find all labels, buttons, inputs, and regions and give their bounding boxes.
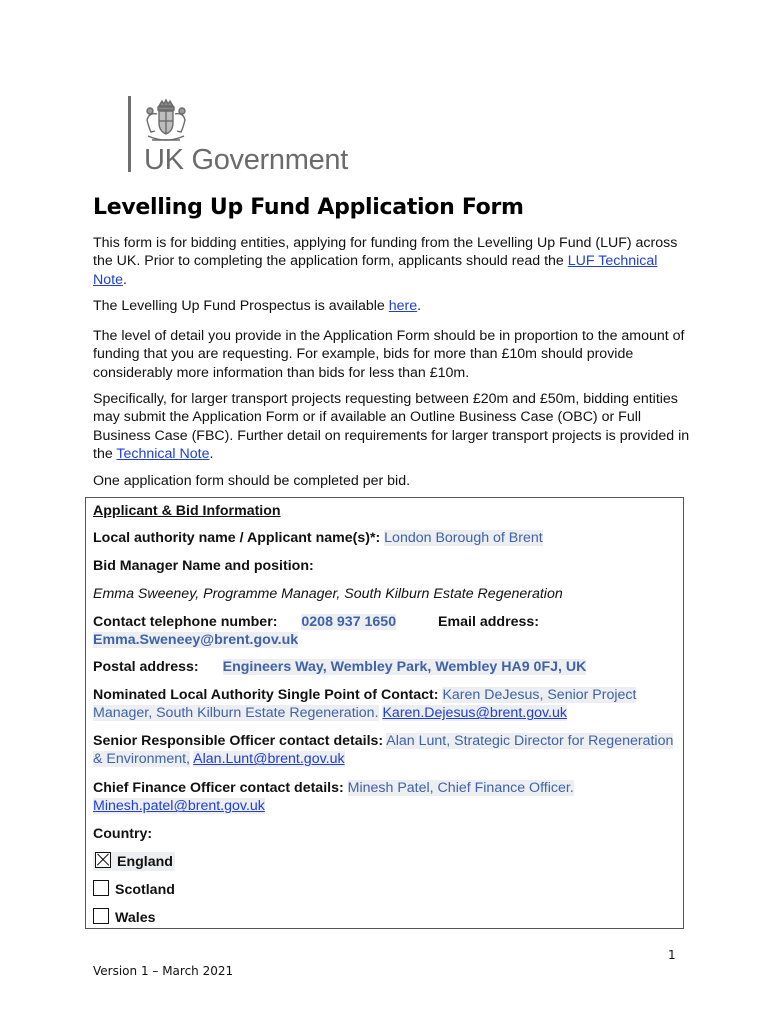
intro-text-1: This form is for bidding entities, applying for funding from the Levelling Up Fund (LUF) across the UK. Prior to completing the application form, applicants should read the — [93, 235, 678, 270]
scotland-label: Scotland — [115, 882, 175, 898]
email-row — [93, 631, 678, 649]
sro-row — [93, 732, 678, 769]
postal-field[interactable]: Engineers Way, Wembley Park, Wembley HA9 0FJ, UK — [222, 659, 587, 675]
cfo-field[interactable]: Minesh Patel, Chief Finance Officer. — [347, 780, 574, 796]
local-authority-row — [93, 529, 678, 547]
logo-divider — [128, 96, 131, 172]
local-authority-field[interactable]: London Borough of Brent — [384, 530, 543, 546]
scotland-checkbox[interactable] — [93, 880, 109, 896]
country-option-england[interactable] — [93, 852, 678, 871]
postal-row — [93, 658, 678, 676]
intro-paragraph-4 — [93, 390, 693, 464]
intro-paragraph-1 — [93, 234, 693, 289]
cfo-email-link[interactable]: Minesh.patel@brent.gov.uk — [93, 798, 265, 815]
intro-text-4-end: . — [209, 446, 214, 463]
telephone-field[interactable]: 0208 937 1650 — [301, 614, 397, 630]
intro-paragraph-3: The level of detail you provide in the Application Form should be in proportion to the amount of funding that you are requesting. For example, bids for more than £10m should provide considerably more information than bids for less than £10m. — [93, 328, 685, 381]
bid-manager-label: Bid Manager Name and position: — [93, 558, 314, 574]
royal-coat-of-arms-icon — [142, 98, 190, 144]
section-title: Applicant & Bid Information — [93, 503, 281, 519]
intro-text-1-end: . — [122, 271, 127, 288]
sro-label: Senior Responsible Officer contact details: — [93, 733, 384, 749]
contact-row — [93, 613, 678, 631]
spoc-field[interactable]: Karen DeJesus, Senior Project Manager, South Kilburn Estate Regeneration. — [93, 687, 637, 722]
sro-field[interactable]: Alan Lunt, Strategic Director for Regeneration & Environment, — [93, 733, 674, 768]
email-field[interactable]: Emma.Sweneey@brent.gov.uk — [93, 632, 299, 648]
sro-email-link[interactable]: Alan.Lunt@brent.gov.uk — [193, 751, 345, 768]
logo-wordmark: UK Government — [144, 144, 349, 176]
wales-label: Wales — [115, 910, 156, 926]
wales-checkbox[interactable] — [93, 908, 109, 924]
prospectus-here-link[interactable]: here — [388, 298, 418, 314]
spoc-row — [93, 686, 678, 723]
intro-text-2: The Levelling Up Fund Prospectus is available — [93, 298, 389, 314]
page-title: Levelling Up Fund Application Form — [93, 195, 524, 220]
intro-paragraph-2 — [93, 297, 693, 315]
uk-government-logo — [128, 96, 388, 176]
intro-text-2-end: . — [417, 298, 422, 314]
intro-paragraph-5: One application form should be completed per bid. — [93, 473, 411, 489]
intro-text-4: Specifically, for larger transport projects requesting between £20m and £50m, bidding entities may submit the Application Form or if available an Outline Business Case (OBC) or Full Business Case (FBC). Further detail on requirements for larger transport projects is provided in the — [93, 391, 690, 463]
england-checkbox[interactable] — [95, 852, 111, 868]
footer-version: Version 1 – March 2021 — [93, 964, 234, 978]
cfo-label: Chief Finance Officer contact details: — [93, 780, 344, 796]
country-label: Country: — [93, 826, 153, 842]
cfo-row — [93, 779, 678, 816]
luf-technical-note-link[interactable]: LUF Technical Note — [93, 253, 658, 288]
country-option-wales[interactable] — [93, 908, 678, 927]
spoc-email-link[interactable]: Karen.Dejesus@brent.gov.uk — [382, 705, 567, 722]
page-number: 1 — [668, 948, 676, 962]
postal-label: Postal address: — [93, 659, 199, 675]
local-authority-label: Local authority name / Applicant name(s)*: — [93, 530, 381, 546]
spoc-label: Nominated Local Authority Single Point of Contact: — [93, 687, 439, 703]
bid-manager-field[interactable]: Emma Sweeney, Programme Manager, South Kilburn Estate Regeneration — [93, 586, 563, 602]
england-label: England — [117, 854, 173, 870]
technical-note-link[interactable]: Technical Note — [116, 446, 210, 463]
country-option-scotland[interactable] — [93, 880, 678, 899]
telephone-label: Contact telephone number: — [93, 614, 278, 630]
england-checkbox-wrap — [93, 852, 175, 871]
email-label: Email address: — [438, 614, 539, 630]
